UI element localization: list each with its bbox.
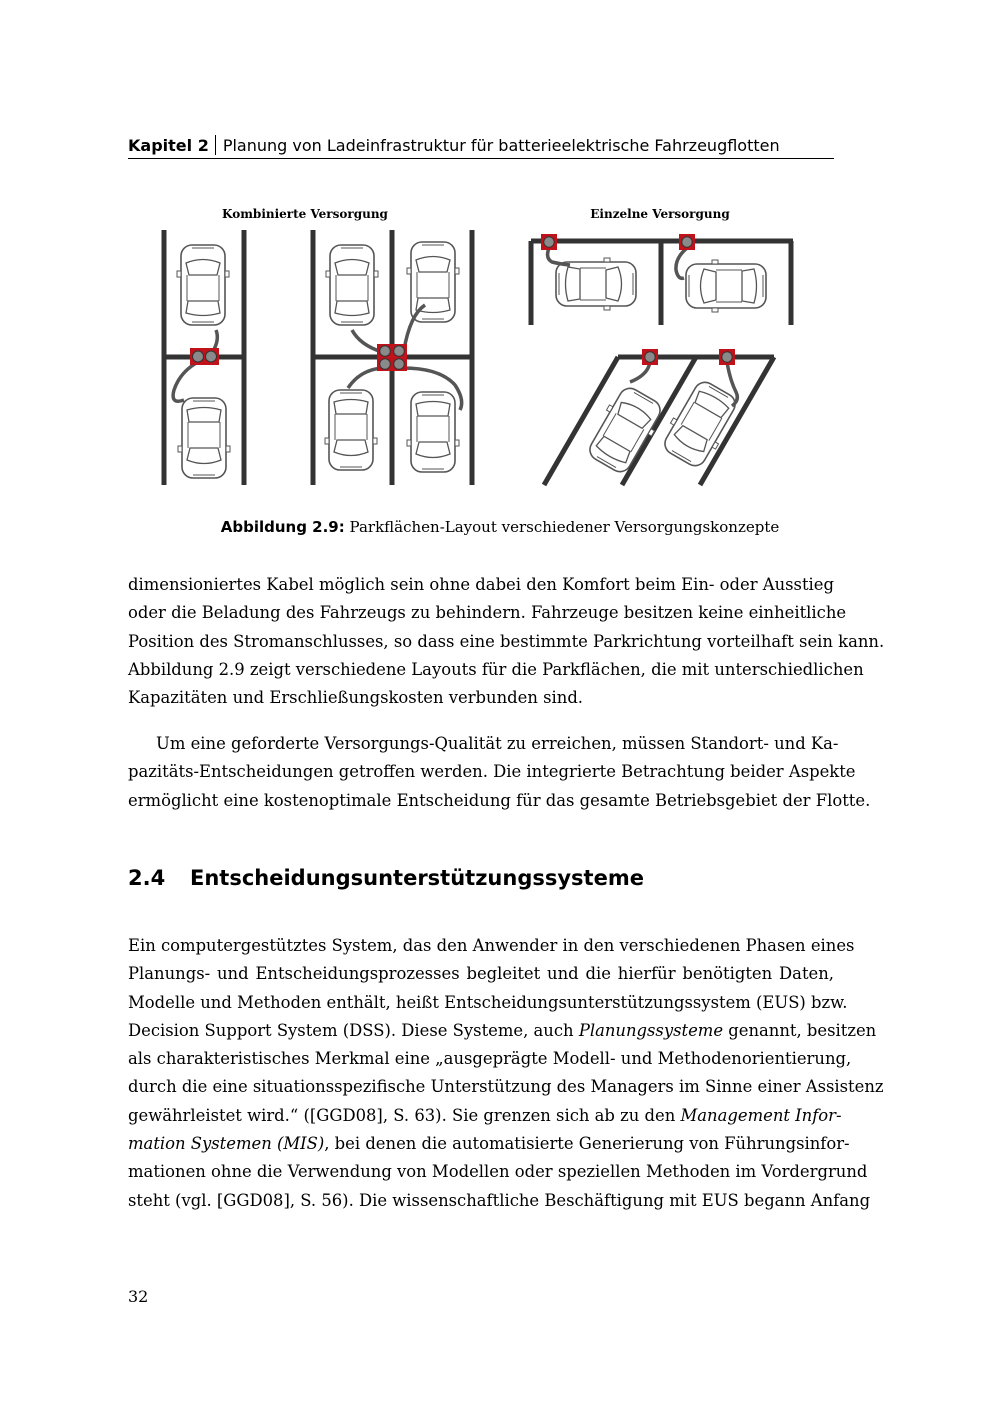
text-line: als charakteristisches Merkmal eine „ausgeprägte Modell- und Methodenorientierung,: [128, 1049, 852, 1069]
charger-single-icon: [642, 349, 658, 365]
caption-label: Abbildung 2.9:: [220, 518, 345, 536]
charger-quad-icon: [377, 344, 407, 371]
charger-single-icon: [719, 349, 735, 365]
header-separator: [215, 135, 216, 155]
paragraph-3: [128, 932, 884, 1215]
text-line: durch die eine situationsspezifische Unterstützung des Managers im Sinne einer Assistenz: [128, 1077, 884, 1097]
text-line: [128, 1017, 877, 1045]
text-span: gewährleistet wird.“ ([GGD08], S. 63). Sie grenzen sich ab zu den: [128, 1105, 681, 1125]
text-line: Abbildung 2.9 zeigt verschiedene Layouts für die Parkflächen, die mit unterschiedlichen: [128, 659, 864, 679]
single-layout-angled: [544, 349, 774, 485]
charger-double-icon: [190, 348, 219, 365]
text-line: Kapazitäten und Erschließungskosten verbunden sind.: [128, 688, 584, 708]
text-line: mationen ohne die Verwendung von Modellen oder speziellen Methoden im Vordergrund: [128, 1162, 868, 1182]
section-heading: [128, 866, 644, 890]
car-icon: [177, 245, 229, 325]
car-icon: [325, 390, 377, 470]
car-icon: [407, 242, 459, 322]
figure-label-single: Einzelne Versorgung: [590, 207, 730, 221]
figure-caption: [0, 518, 1000, 536]
text-line: Modelle und Methoden enthält, heißt Entscheidungsunterstützungssystem (EUS) bzw.: [128, 992, 848, 1012]
parking-layout-figure: [120, 200, 840, 495]
parking-diagram: [120, 200, 840, 495]
section-title: Entscheidungsunterstützungssysteme: [190, 866, 644, 890]
text-line: steht (vgl. [GGD08], S. 56). Die wissenschaftliche Beschäftigung mit EUS begann Anfang: [128, 1190, 871, 1210]
header-text: [128, 135, 780, 155]
charger-single-icon: [541, 234, 557, 250]
section-number: 2.4: [128, 866, 166, 890]
car-icon: [657, 376, 742, 471]
emphasis-planungssysteme: Planungssysteme: [578, 1020, 724, 1040]
text-line: [128, 1102, 842, 1130]
text-line: [128, 1130, 850, 1158]
text-span: , bei denen die automatisierte Generierung von Führungsinfor-: [324, 1134, 850, 1154]
chapter-title: Planung von Ladeinfrastruktur für batterieelektrische Fahrzeugflotten: [222, 136, 780, 155]
text-line: Um eine geforderte Versorgungs-Qualität zu erreichen, müssen Standort- und Ka-: [156, 734, 839, 753]
figure-label-combined: Kombinierte Versorgung: [222, 207, 388, 221]
page-number: 32: [128, 1287, 149, 1306]
text-line: pazitäts-Entscheidungen getroffen werden. Die integrierte Betrachtung beider Aspekte: [128, 762, 856, 782]
paragraph-2: [128, 730, 871, 815]
car-icon: [178, 398, 230, 478]
car-icon: [686, 260, 766, 312]
text-line: Ein computergestütztes System, das den Anwender in den verschiedenen Phasen eines: [128, 936, 855, 955]
caption-text: Parkflächen-Layout verschiedener Versorgungskonzepte: [349, 518, 780, 536]
combined-layout-two-spaces: [164, 230, 244, 485]
car-icon: [407, 392, 459, 472]
running-header: [128, 133, 834, 159]
single-layout-straight: [531, 234, 793, 325]
text-line: dimensioniertes Kabel möglich sein ohne dabei den Komfort beim Ein- oder Ausstieg: [128, 575, 834, 594]
paragraph-1: [128, 571, 885, 712]
emphasis-mis-2: mation Systemen (MIS): [128, 1134, 325, 1154]
chapter-label: Kapitel 2: [128, 136, 209, 155]
combined-layout-four-spaces: [313, 230, 472, 485]
text-line: Position des Stromanschlusses, so dass eine bestimmte Parkrichtung vorteilhaft sein kann.: [128, 631, 885, 651]
text-line: oder die Beladung des Fahrzeugs zu behindern. Fahrzeuge besitzen keine einheitliche: [128, 603, 847, 623]
car-icon: [326, 245, 378, 325]
text-span: Decision Support System (DSS). Diese Systeme, auch: [128, 1020, 579, 1040]
text-line: ermöglicht eine kostenoptimale Entscheidung für das gesamte Betriebsgebiet der Flotte.: [128, 790, 871, 810]
emphasis-mis-1: Management Infor-: [680, 1105, 842, 1125]
charger-single-icon: [679, 234, 695, 250]
text-line: Planungs- und Entscheidungsprozesses begleitet und die hierfür benötigten Daten,: [128, 964, 834, 984]
text-span: genannt, besitzen: [723, 1020, 877, 1040]
